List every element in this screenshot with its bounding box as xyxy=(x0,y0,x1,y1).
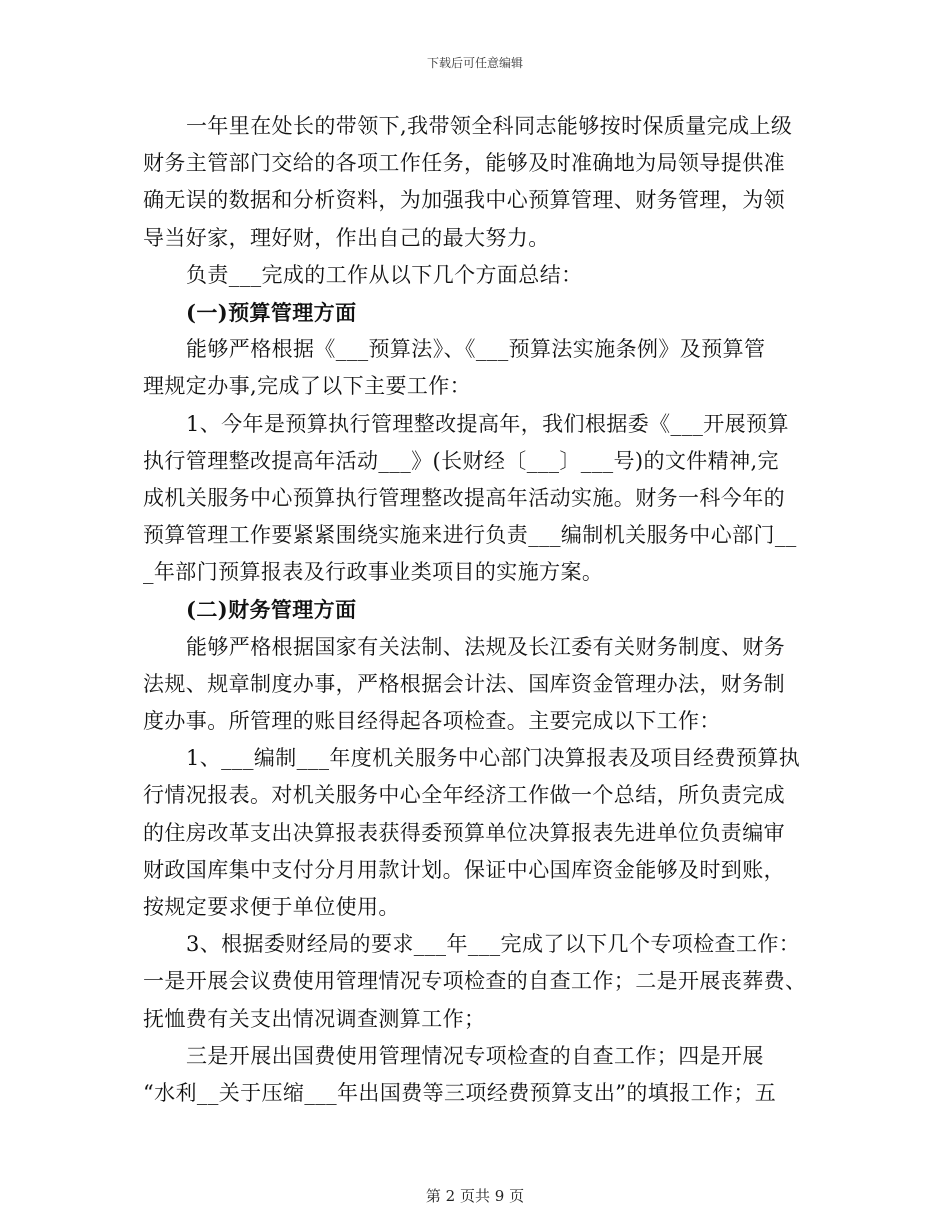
paragraph-line: 1、___编制___年度机关服务中心部门决算报表及项目经费预算执 xyxy=(186,746,801,771)
paragraph-line: 度办事。所管理的账目经得起各项检查。主要完成以下工作： xyxy=(143,709,721,733)
paragraph-line: 负责___完成的工作从以下几个方面总结： xyxy=(186,262,583,287)
paragraph-line: 确无误的数据和分析资料，为加强我中心预算管理、财务管理，为领 xyxy=(143,188,785,213)
paragraph-line: “水利__关于压缩___年出国费等三项经费预算支出”的填报工作；五 xyxy=(143,1080,777,1105)
section-heading-finance: (二)财务管理方面 xyxy=(186,597,357,623)
paragraph-line: 法规、规章制度办事，严格根据会计法、国库资金管理办法，财务制 xyxy=(143,671,785,696)
paragraph-line: 行情况报表。对机关服务中心全年经济工作做一个总结，所负责完成 xyxy=(143,783,785,808)
paragraph-line: 预算管理工作要紧紧围绕实施来进行负责___编制机关服务中心部门__ xyxy=(143,523,797,548)
paragraph-line: _年部门预算报表及行政事业类项目的实施方案。 xyxy=(143,560,604,585)
paragraph-line: 导当好家，理好财，作出自己的最大努力。 xyxy=(143,225,550,250)
paragraph-line: 1、今年是预算执行管理整改提高年，我们根据委《___开展预算 xyxy=(186,411,789,436)
paragraph-line: 的住房改革支出决算报表获得委预算单位决算报表先进单位负责编审 xyxy=(143,820,785,845)
paragraph-line: 执行管理整改提高年活动___》(长财经〔___〕___号)的文件精神,完 xyxy=(143,448,779,473)
paragraph-line: 财政国库集中支付分月用款计划。保证中心国库资金能够及时到账， xyxy=(143,857,785,882)
paragraph-line: 3、根据委财经局的要求___年___完成了以下几个专项检查工作： xyxy=(186,932,801,957)
document-body xyxy=(143,108,811,1112)
section-heading-budget: (一)预算管理方面 xyxy=(186,299,357,325)
paragraph-line: 一年里在处长的带领下,我带领全科同志能够按时保质量完成上级 xyxy=(186,114,793,138)
page-footer: 第 2 页共 9 页 xyxy=(425,1187,525,1205)
paragraph-line: 能够严格根据《___预算法》、《___预算法实施条例》及预算管 xyxy=(186,337,766,362)
paragraph-line: 三是开展出国费使用管理情况专项检查的自查工作；四是开展 xyxy=(186,1043,764,1068)
paragraph-line: 一是开展会议费使用管理情况专项检查的自查工作；二是开展丧葬费、 xyxy=(143,969,807,994)
paragraph-line: 财务主管部门交给的各项工作任务，能够及时准确地为局领导提供准 xyxy=(143,151,785,176)
paragraph-line: 成机关服务中心预算执行管理整改提高年活动实施。财务一科今年的 xyxy=(143,485,785,510)
paragraph-line: 抚恤费有关支出情况调查测算工作； xyxy=(143,1006,486,1031)
page-header: 下载后可任意编辑 xyxy=(426,56,523,70)
paragraph-line: 按规定要求便于单位使用。 xyxy=(143,894,400,919)
paragraph-line: 能够严格根据国家有关法制、法规及长江委有关财务制度、财务 xyxy=(186,634,786,659)
paragraph-line: 理规定办事,完成了以下主要工作： xyxy=(143,374,472,399)
